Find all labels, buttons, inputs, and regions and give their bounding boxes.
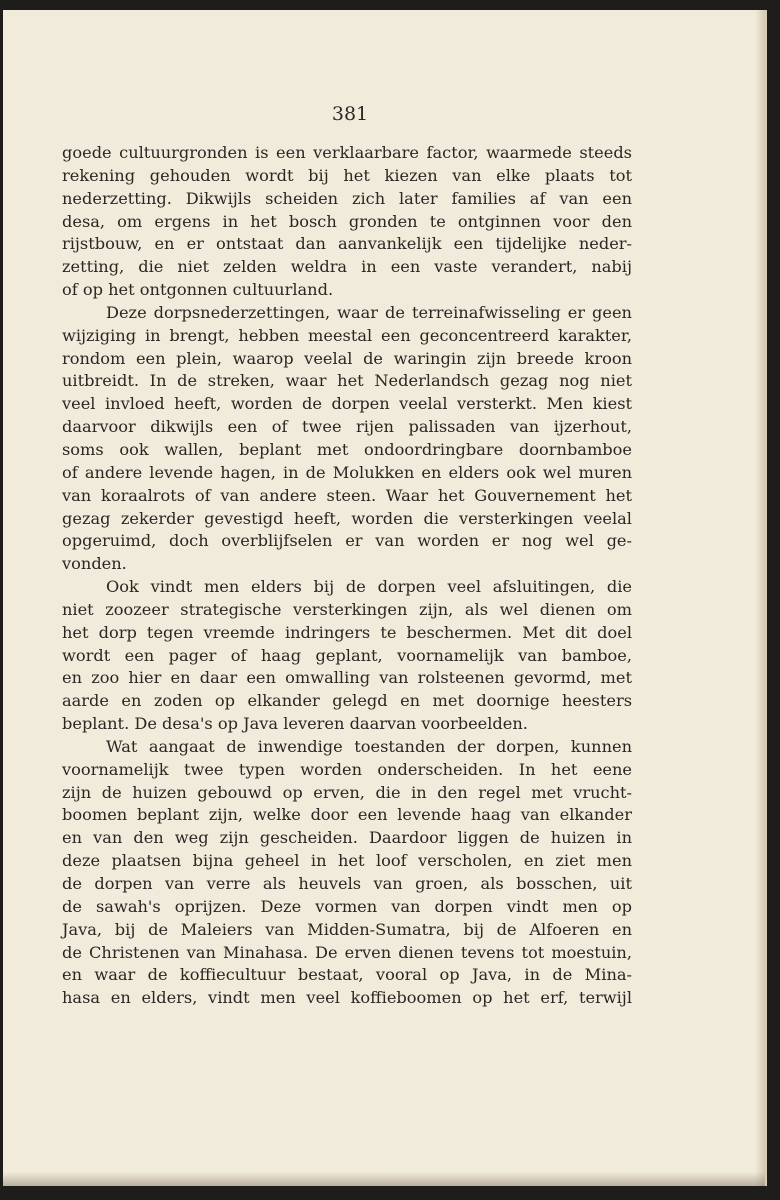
paragraph [62,302,632,576]
text-line: gezag zekerder gevestigd heeft, worden die versterkingen veelal [62,508,632,528]
page-bottom-shadow [3,1172,765,1186]
text-line: van koraalrots of van andere steen. Waar het Gouvernement het [62,485,632,505]
paragraph [62,576,632,736]
text-line: Deze dorpsnederzettingen, waar de terreinafwisseling er geen [106,302,632,322]
text-line: het dorp tegen vreemde indringers te beschermen. Met dit doel [62,622,632,642]
body-text [62,142,632,1010]
text-line: Java, bij de Maleiers van Midden-Sumatra, bij de Alfoeren en [62,919,632,939]
page-number: 381 [331,103,369,125]
text-line: goede cultuurgronden is een verklaarbare factor, waarmede steeds [62,143,632,162]
text-line: veel invloed heeft, worden de dorpen veelal versterkt. Men kiest [62,394,632,414]
text-line: vonden. [62,554,127,574]
text-line: hasa en elders, vindt men veel koffieboomen op het erf, terwijl [62,988,632,1008]
text-line: desa, om ergens in het bosch gronden te ontginnen voor den [62,211,632,231]
text-line: en van den weg zijn gescheiden. Daardoor liggen de huizen in [62,828,632,848]
text-line: en zoo hier en daar een omwalling van rolsteenen gevormd, met [62,668,632,688]
text-line: soms ook wallen, beplant met ondoordringbare doornbamboe [62,439,632,459]
text-line: zijn de huizen gebouwd op erven, die in den regel met vrucht- [62,782,632,802]
paragraph [62,736,632,1010]
text-line: daarvoor dikwijls een of twee rijen palissaden van ijzerhout, [62,417,632,437]
text-line: nederzetting. Dikwijls scheiden zich later families af van een [62,188,632,208]
text-line: aarde en zoden op elkander gelegd en met doornige heesters [62,691,632,711]
text-line: rekening gehouden wordt bij het kiezen van elke plaats tot [62,165,632,185]
text-line: rijstbouw, en er ontstaat dan aanvankelijk een tijdelijke neder- [62,234,632,254]
text-line: de Christenen van Minahasa. De erven dienen tevens tot moestuin, [62,942,632,962]
text-line: wijziging in brengt, hebben meestal een geconcentreerd karakter, [62,325,632,345]
text-line: uitbreidt. In de streken, waar het Nederlandsch gezag nog niet [62,371,632,391]
text-line: Ook vindt men elders bij de dorpen veel afsluitingen, die [106,577,632,597]
text-line: rondom een plein, waarop veelal de waringin zijn breede kroon [62,348,632,368]
text-line: de dorpen van verre als heuvels van groen, als bosschen, uit [62,874,632,893]
text-line: Wat aangaat de inwendige toestanden der dorpen, kunnen [106,736,632,756]
text-line: voornamelijk twee typen worden onderscheiden. In het eene [62,759,632,779]
text-line: boomen beplant zijn, welke door een levende haag van elkander [62,805,632,825]
text-line: of andere levende hagen, in de Molukken en elders ook wel muren [62,462,632,482]
text-line: niet zoozeer strategische versterkingen zijn, als wel dienen om [62,599,632,619]
text-line: de sawah's oprijzen. Deze vormen van dorpen vindt men op [62,896,632,916]
text-line: of op het ontgonnen cultuurland. [62,280,334,300]
text-line: beplant. De desa's op Java leveren daarvan voorbeelden. [62,714,528,734]
text-line: deze plaatsen bijna geheel in het loof verscholen, en ziet men [62,851,632,871]
text-line: en waar de koffiecultuur bestaat, vooral op Java, in de Mina- [62,965,632,985]
text-line: opgeruimd, doch overblijfselen er van worden er nog wel ge- [62,531,632,551]
page-edge-shadow [755,10,765,1186]
text-line: zetting, die niet zelden weldra in een vaste verandert, nabij [62,257,632,277]
text-line: wordt een pager of haag geplant, voornamelijk van bamboe, [62,645,632,665]
paragraph [62,142,632,302]
